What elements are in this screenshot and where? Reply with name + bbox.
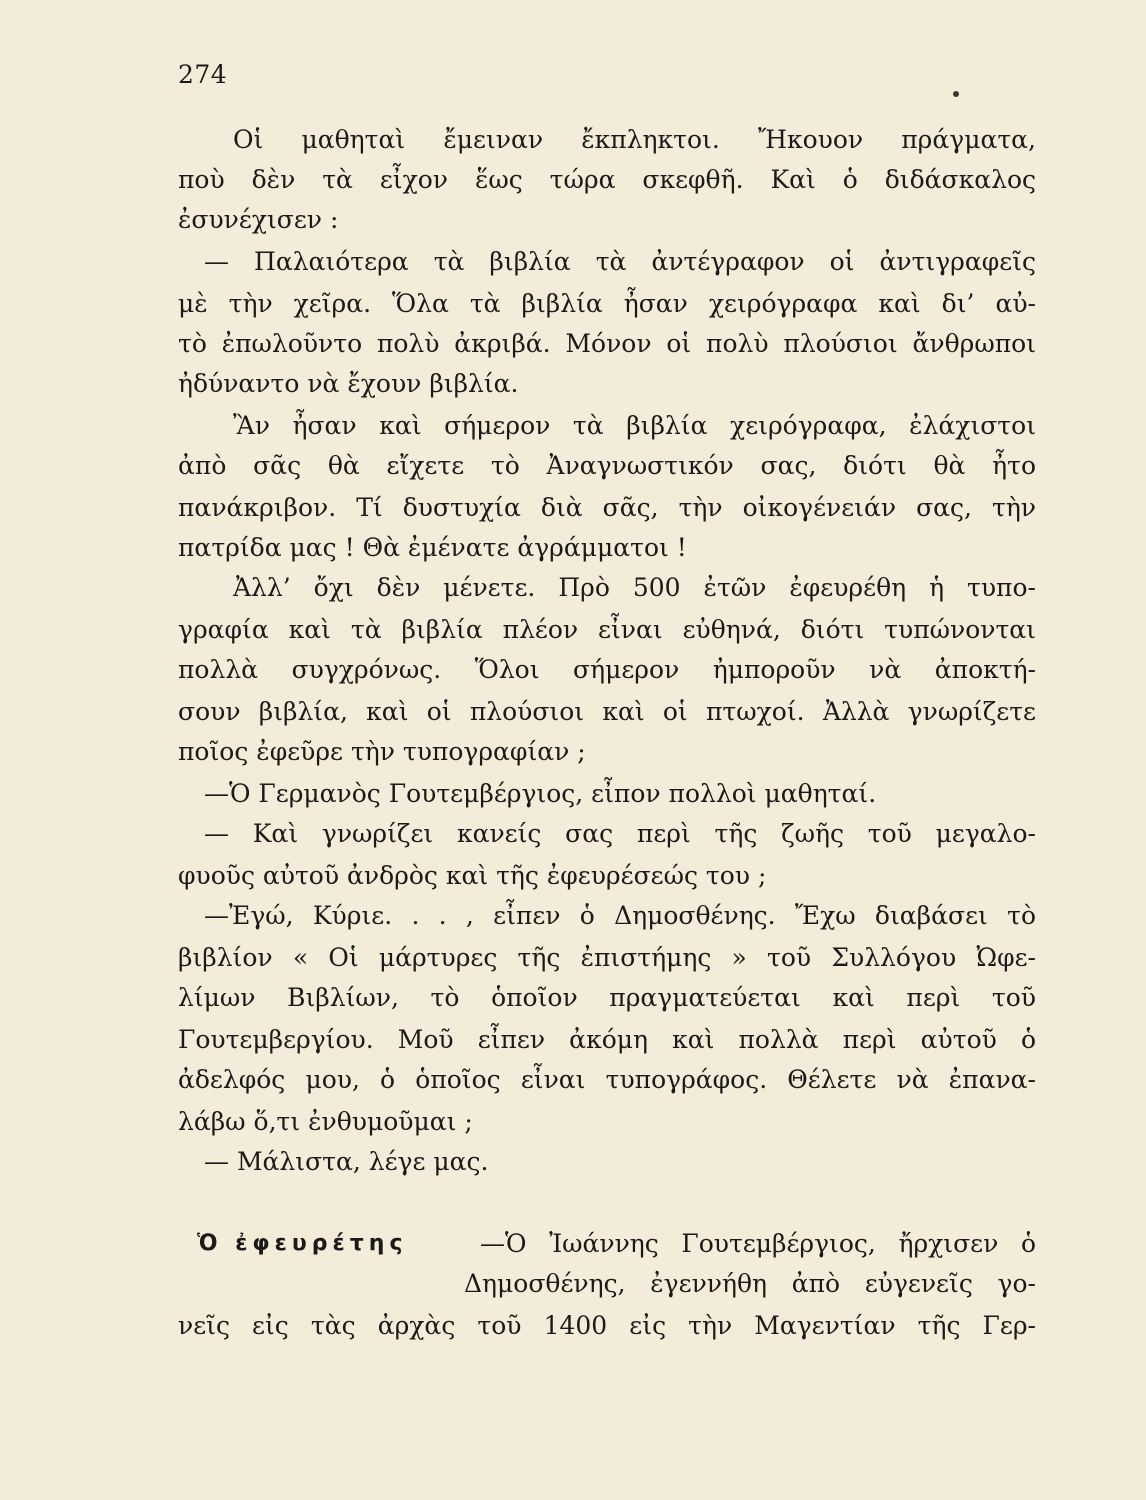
text-line: φυοῦς αὐτοῦ ἀνδρὸς καὶ τῆς ἐφευρέσεώς του ; (178, 861, 767, 890)
text-line: —Ὁ Γερμανὸς Γουτεμβέργιος, εἶπον πολλοὶ μαθηταί. (204, 779, 877, 808)
section-line: —Ὁ Ἰωάννης Γουτεμβέργιος, ἤρχισεν ὁ (480, 1229, 1036, 1258)
text-line: ἐσυνέχισεν : (178, 205, 339, 234)
page-number: 274 (178, 60, 228, 89)
text-line: Ἂν ἦσαν καὶ σήμερον τὰ βιβλία χειρόγραφα, ἐλάχιστοι (233, 411, 1036, 440)
text-line: ποῖος ἐφεῦρε τὴν τυπογραφίαν ; (178, 737, 586, 766)
text-line: γραφία καὶ τὰ βιβλία πλέον εἶναι εὐθηνά, διότι τυπώνονται (178, 615, 1036, 644)
text-line: λίμων Βιβλίων, τὸ ὁποῖον πραγματεύεται καὶ περὶ τοῦ (178, 983, 1036, 1012)
text-line: πανάκριβον. Τί δυστυχία διὰ σᾶς, τὴν οἰκογένειάν σας, τὴν (178, 493, 1036, 522)
text-line: ποὺ δὲν τὰ εἶχον ἕως τώρα σκεφθῆ. Καὶ ὁ διδάσκαλος (178, 165, 1036, 194)
text-line: — Καὶ γνωρίζει κανείς σας περὶ τῆς ζωῆς τοῦ μεγαλο- (204, 819, 1036, 848)
text-line: — Παλαιότερα τὰ βιβλία τὰ ἀντέγραφον οἱ ἀντιγραφεῖς (204, 247, 1036, 276)
text-line: ἀδελφός μου, ὁ ὁποῖος εἶναι τυπογράφος. Θέλετε νὰ ἐπανα- (178, 1065, 1036, 1094)
text-line: τὸ ἐπωλοῦντο πολὺ ἀκριβά. Μόνον οἱ πολὺ πλούσιοι ἄνθρωποι (178, 329, 1036, 358)
text-line: ἀπὸ σᾶς θὰ εἴχετε τὸ Ἀναγνωστικόν σας, διότι θὰ ἦτο (178, 451, 1036, 480)
text-line: σουν βιβλία, καὶ οἱ πλούσιοι καὶ οἱ πτωχοί. Ἀλλὰ γνωρίζετε (178, 697, 1036, 726)
text-line: ἠδύναντο νὰ ἔχουν βιβλία. (178, 369, 519, 398)
section-line: νεῖς εἰς τὰς ἀρχὰς τοῦ 1400 εἰς τὴν Μαγεντίαν τῆς Γερ- (178, 1311, 1036, 1340)
text-line: βιβλίον « Οἱ μάρτυρες τῆς ἐπιστήμης » τοῦ Συλλόγου Ὠφε- (178, 943, 1036, 972)
text-line: Οἱ μαθηταὶ ἔμειναν ἔκπληκτοι. Ἤκουον πράγματα, (233, 125, 1036, 154)
text-line: —Ἐγώ, Κύριε. . . , εἶπεν ὁ Δημοσθένης. Ἔχω διαβάσει τὸ (204, 901, 1036, 930)
text-line: πολλὰ συγχρόνως. Ὅλοι σήμερον ἠμποροῦν νὰ ἀποκτή- (178, 655, 1036, 684)
text-line: μὲ τὴν χεῖρα. Ὅλα τὰ βιβλία ἦσαν χειρόγραφα καὶ δι’ αὐ- (178, 289, 1036, 318)
text-line: λάβω ὅ,τι ἐνθυμοῦμαι ; (178, 1107, 473, 1136)
section-heading: Ὁ ἐφευρέτης (197, 1231, 408, 1256)
text-line: Ἀλλ’ ὄχι δὲν μένετε. Πρὸ 500 ἐτῶν ἐφευρέθη ἡ τυπο- (233, 573, 1036, 602)
text-line: Γουτεμβεργίου. Μοῦ εἶπεν ἀκόμη καὶ πολλὰ περὶ αὐτοῦ ὁ (178, 1025, 1036, 1054)
text-line: πατρίδα μας ! Θὰ ἐμένατε ἀγράμματοι ! (178, 533, 687, 562)
text-line: — Μάλιστα, λέγε μας. (204, 1147, 489, 1176)
section-line: Δημοσθένης, ἐγεννήθη ἀπὸ εὐγενεῖς γο- (464, 1269, 1036, 1298)
ink-dot (953, 91, 959, 97)
